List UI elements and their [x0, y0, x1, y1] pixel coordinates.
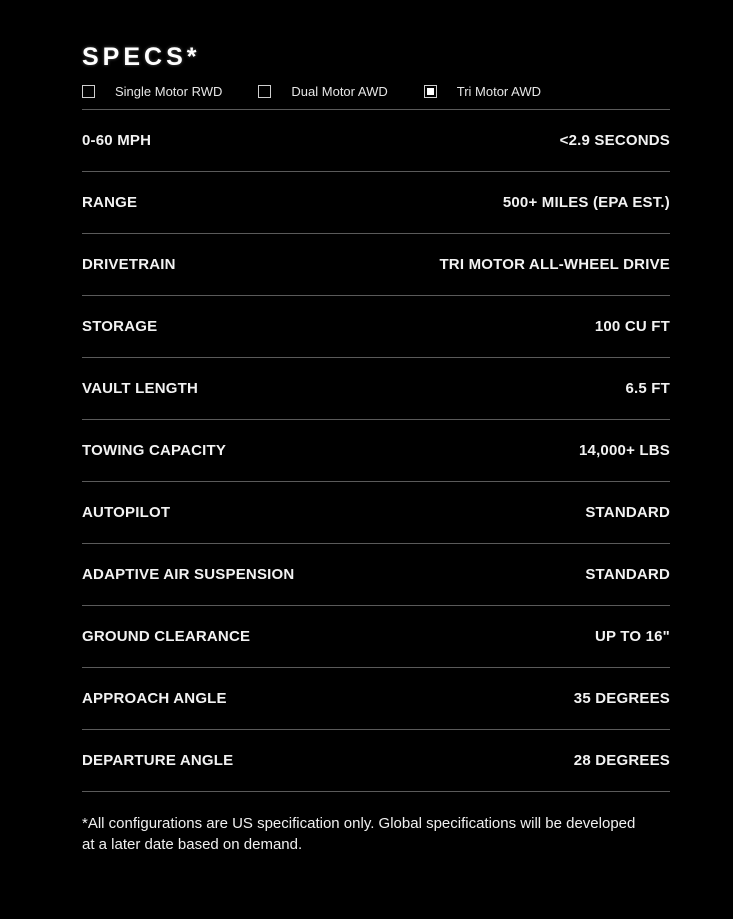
spec-value: UP TO 16": [594, 628, 670, 645]
spec-value: STANDARD: [585, 566, 670, 583]
spec-value: STANDARD: [585, 504, 670, 521]
spec-row-adaptive-air-suspension: [82, 544, 670, 606]
spec-row-approach-angle: [82, 668, 670, 730]
spec-row-range: [82, 172, 670, 234]
spec-row-ground-clearance: [82, 606, 670, 668]
spec-value: 35 DEGREES: [573, 690, 670, 707]
footnote: *All configurations are US specification only. Global specifications will be developed at a later date based on demand.: [82, 815, 636, 853]
spec-value: TRI MOTOR ALL-WHEEL DRIVE: [439, 256, 670, 273]
spec-label: APPROACH ANGLE: [82, 690, 227, 707]
specs-section: [82, 40, 670, 870]
checkbox-tri-motor-awd[interactable]: [424, 85, 437, 98]
page-title: SPECS*: [82, 43, 201, 71]
spec-label: DEPARTURE ANGLE: [82, 752, 234, 769]
option-dual-motor-awd[interactable]: [258, 84, 387, 99]
spec-label: DRIVETRAIN: [82, 256, 176, 273]
checkbox-dual-motor-awd[interactable]: [258, 85, 271, 98]
spec-value: 500+ MILES (EPA EST.): [502, 194, 670, 211]
spec-label: TOWING CAPACITY: [82, 442, 227, 459]
option-label: Single Motor RWD: [115, 83, 223, 99]
specs-table: [82, 109, 670, 792]
spec-label: GROUND CLEARANCE: [82, 628, 251, 645]
spec-value: 100 CU FT: [594, 318, 670, 335]
option-label: Tri Motor AWD: [456, 83, 541, 99]
spec-row-autopilot: [82, 482, 670, 544]
spec-row-towing-capacity: [82, 420, 670, 482]
checkbox-single-motor-rwd[interactable]: [82, 85, 95, 98]
spec-row-departure-angle: [82, 730, 670, 792]
spec-label: ADAPTIVE AIR SUSPENSION: [82, 566, 295, 583]
spec-row-0-60-mph: [82, 110, 670, 172]
spec-label: 0-60 MPH: [82, 132, 152, 149]
spec-label: AUTOPILOT: [82, 504, 171, 521]
spec-row-vault-length: [82, 358, 670, 420]
spec-label: RANGE: [82, 194, 138, 211]
spec-value: 28 DEGREES: [573, 752, 670, 769]
spec-label: VAULT LENGTH: [82, 380, 198, 397]
spec-value: <2.9 SECONDS: [559, 132, 670, 149]
spec-label: STORAGE: [82, 318, 158, 335]
option-single-motor-rwd[interactable]: [82, 84, 222, 99]
spec-value: 6.5 FT: [625, 380, 670, 397]
spec-row-drivetrain: [82, 234, 670, 296]
option-label: Dual Motor AWD: [291, 83, 388, 99]
option-tri-motor-awd[interactable]: [424, 84, 541, 99]
trim-options: [82, 79, 670, 107]
spec-row-storage: [82, 296, 670, 358]
spec-value: 14,000+ LBS: [578, 442, 670, 459]
